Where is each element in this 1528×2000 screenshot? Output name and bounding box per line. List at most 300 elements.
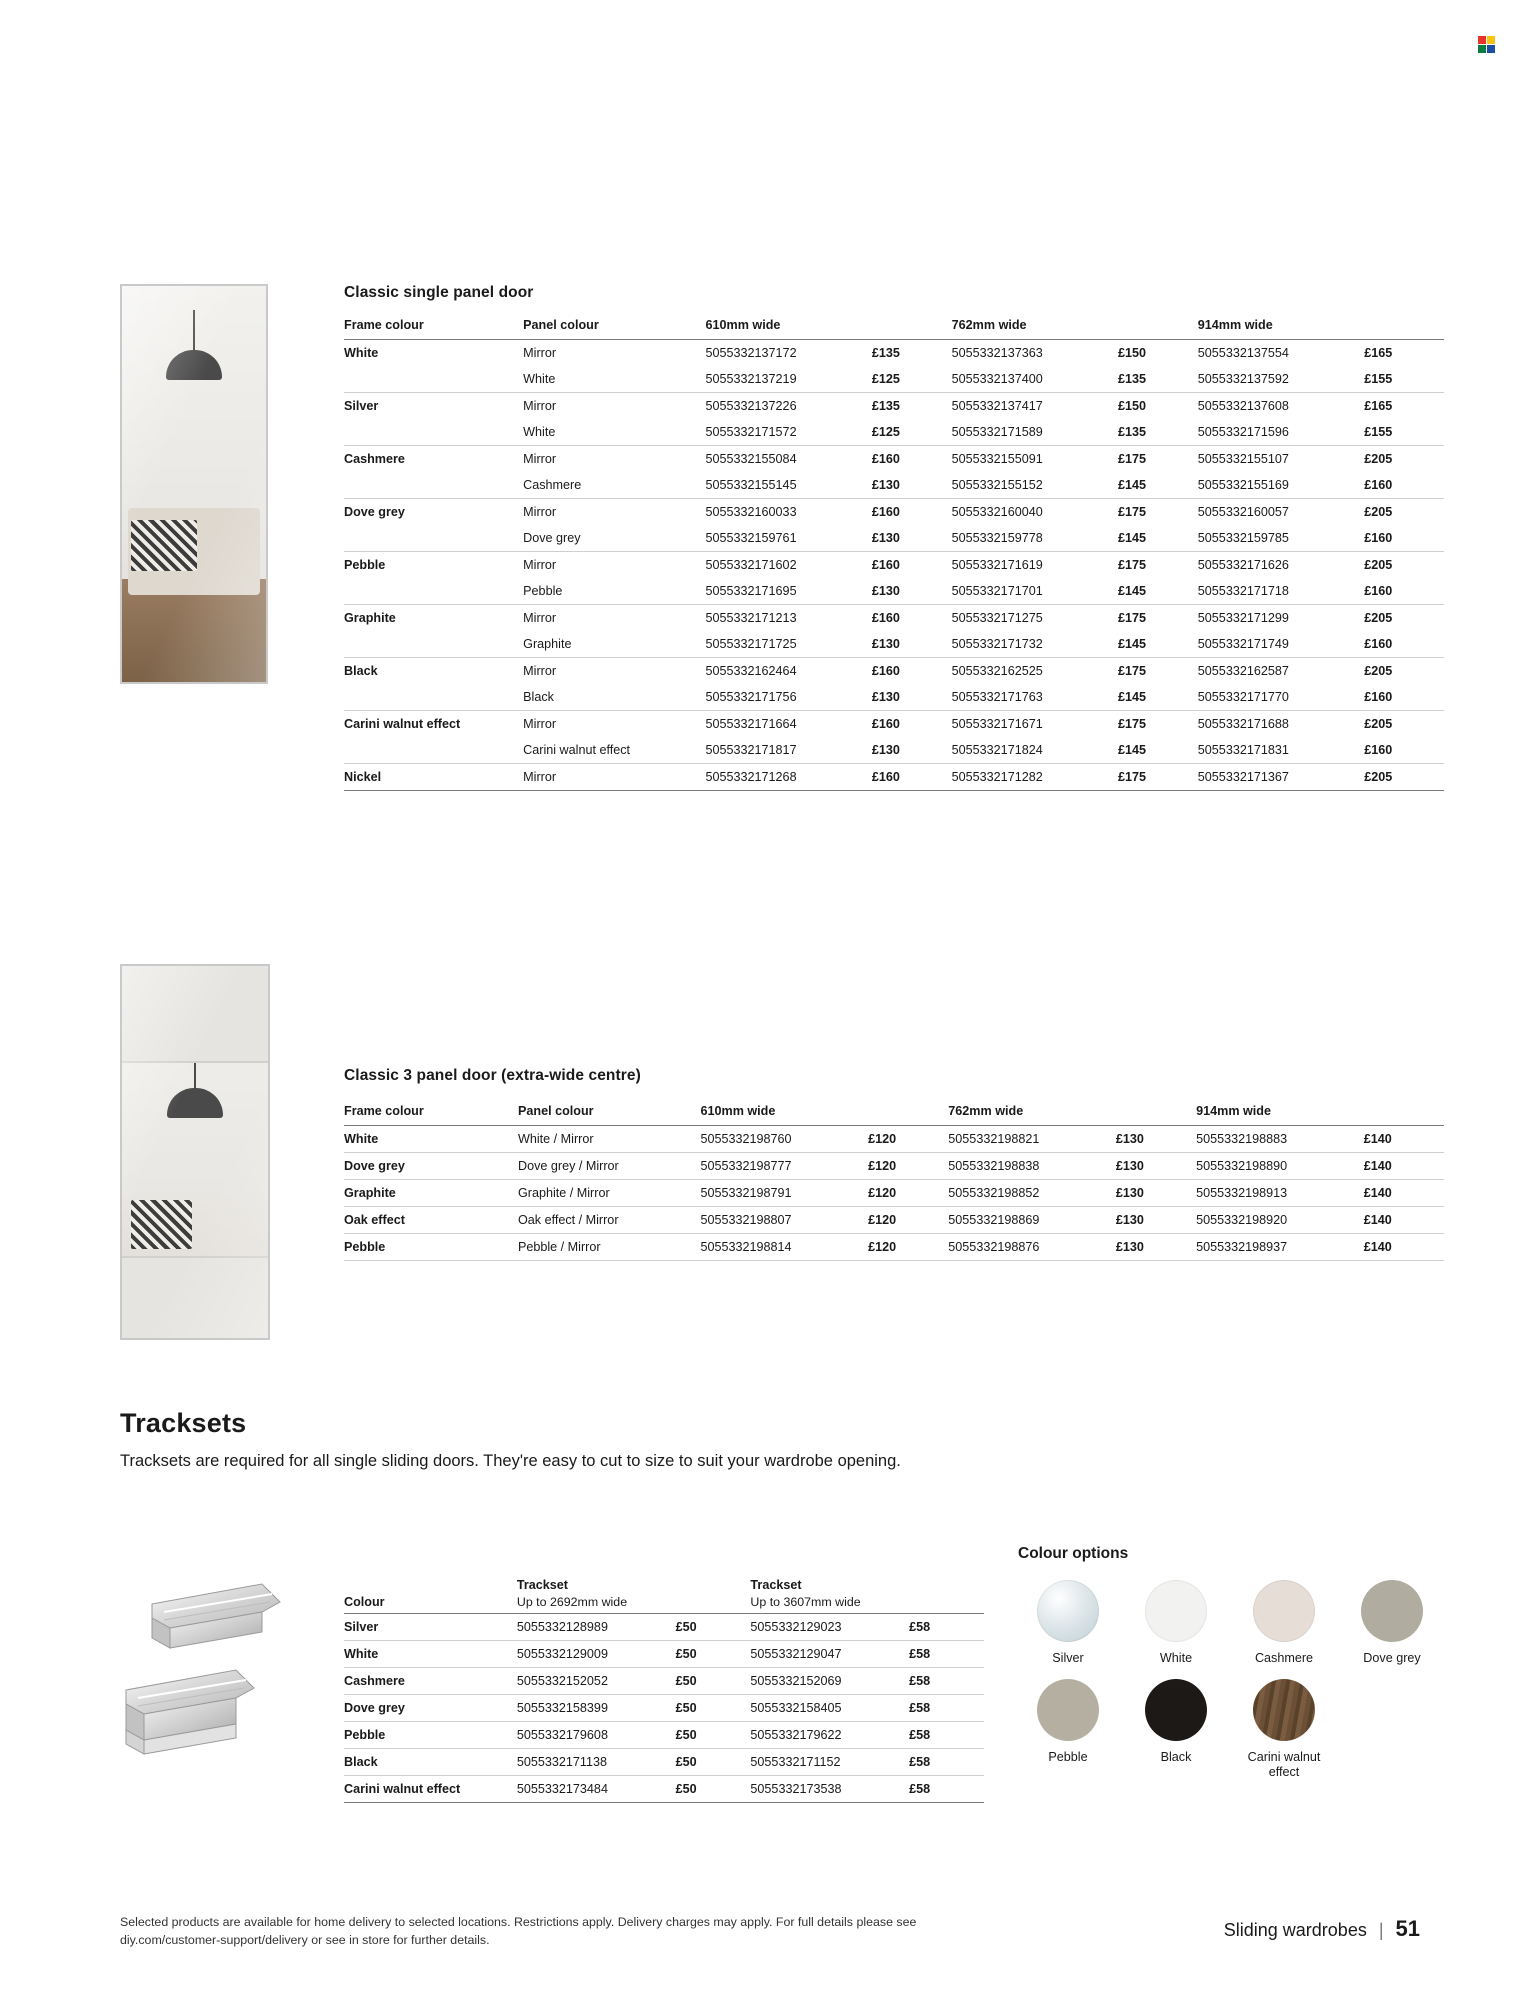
- table-row: [344, 1695, 984, 1722]
- table-row: [344, 1668, 984, 1695]
- product-code-762: 5055332137400: [952, 366, 1118, 393]
- trackset-colour-cell: Carini walnut effect: [344, 1776, 517, 1803]
- footer-separator: |: [1378, 1920, 1384, 1940]
- trackset-code-2692: 5055332179608: [517, 1722, 676, 1749]
- logo-square-red: [1478, 36, 1486, 44]
- price-914: £155: [1364, 419, 1444, 446]
- trackset-colour-cell: White: [344, 1641, 517, 1668]
- header-762mm: 762mm wide: [948, 1098, 1196, 1126]
- price-762: £175: [1118, 505, 1147, 519]
- price-762: £145: [1118, 631, 1198, 658]
- three-panel-table-title: Classic 3 panel door (extra-wide centre): [344, 1067, 641, 1084]
- frame-colour-cell: Silver: [344, 399, 379, 413]
- frame-colour-cell: Cashmere: [344, 452, 405, 466]
- price-762: £145: [1118, 525, 1198, 552]
- product-code-610: 5055332171213: [705, 611, 797, 625]
- frame-colour-cell: Dove grey: [344, 1153, 518, 1180]
- product-code-914: 5055332198890: [1196, 1153, 1364, 1180]
- header-panel-colour: Panel colour: [523, 312, 705, 340]
- frame-colour-cell: Pebble: [344, 1234, 518, 1261]
- single-door-price-table: [344, 312, 1444, 791]
- price-762: £130: [1116, 1126, 1196, 1153]
- product-code-610: 5055332171268: [706, 764, 872, 791]
- price-610: £160: [871, 611, 900, 625]
- colour-options-swatch-list: [1014, 1580, 1454, 1793]
- product-code-610: 5055332171756: [706, 684, 872, 711]
- product-code-610: 5055332171664: [705, 717, 797, 731]
- table-row: [344, 658, 1444, 685]
- trackset-colour-cell: Pebble: [344, 1722, 517, 1749]
- footer-disclaimer: Selected products are available for home delivery to selected locations. Restrictions apply. Delivery charges may apply. For full details please see diy.com/customer-support/delivery or see in store for further details.: [120, 1915, 917, 1947]
- panel-colour-cell: Graphite / Mirror: [518, 1180, 701, 1207]
- table-header-row: [344, 1572, 984, 1614]
- price-610: £120: [868, 1153, 948, 1180]
- price-914: £205: [1364, 764, 1444, 791]
- colour-swatch: [1230, 1580, 1338, 1667]
- product-code-762: 5055332159778: [952, 525, 1118, 552]
- price-762: £145: [1118, 472, 1198, 499]
- trackset-price-2692: £50: [676, 1695, 751, 1722]
- header-914mm: 914mm wide: [1198, 312, 1444, 340]
- product-code-762: 5055332171282: [952, 764, 1118, 791]
- page-number: 51: [1395, 1916, 1420, 1941]
- colour-swatch-label: Black: [1160, 1749, 1192, 1764]
- price-914: £205: [1364, 558, 1393, 572]
- frame-colour-cell: Black: [344, 664, 378, 678]
- header-trackset-sub-2: Up to 3607mm wide: [750, 1595, 861, 1609]
- table-row: [344, 525, 1444, 552]
- product-code-914: 5055332171770: [1198, 684, 1364, 711]
- product-code-762: 5055332155091: [951, 452, 1043, 466]
- price-914: £140: [1364, 1153, 1444, 1180]
- table-row: [344, 631, 1444, 658]
- product-code-762: 5055332171701: [952, 578, 1118, 605]
- price-762: £175: [1118, 611, 1147, 625]
- header-trackset-2692: [517, 1572, 751, 1614]
- table-row: [344, 1722, 984, 1749]
- price-762: £150: [1118, 346, 1147, 360]
- price-610: £160: [871, 717, 900, 731]
- product-code-762: 5055332198876: [948, 1234, 1116, 1261]
- product-code-762: 5055332198869: [948, 1207, 1116, 1234]
- product-code-914: 5055332171749: [1198, 631, 1364, 658]
- frame-colour-cell: [344, 525, 523, 552]
- panel-colour-cell: Pebble: [523, 578, 705, 605]
- table-row: [344, 446, 1444, 473]
- table-row: [344, 499, 1444, 526]
- price-610: £130: [872, 737, 952, 764]
- trackset-colour-cell: Silver: [344, 1614, 517, 1641]
- product-code-610: 5055332171725: [706, 631, 872, 658]
- panel-colour-cell: Mirror: [523, 505, 557, 519]
- product-code-914: 5055332171299: [1197, 611, 1289, 625]
- product-code-762: 5055332171589: [952, 419, 1118, 446]
- price-914: £140: [1364, 1234, 1444, 1261]
- product-code-610: 5055332171695: [706, 578, 872, 605]
- price-914: £205: [1364, 664, 1393, 678]
- colour-swatch-label: Pebble: [1048, 1749, 1088, 1764]
- trackset-price-3607: £58: [909, 1641, 984, 1668]
- price-762: £130: [1116, 1207, 1196, 1234]
- product-code-762: 5055332137417: [951, 399, 1043, 413]
- trackset-price-2692: £50: [676, 1614, 751, 1641]
- price-762: £145: [1118, 684, 1198, 711]
- panel-colour-cell: Black: [523, 684, 705, 711]
- frame-colour-cell: Oak effect: [344, 1207, 518, 1234]
- colour-swatch: [1122, 1679, 1230, 1781]
- product-code-914: 5055332198937: [1196, 1234, 1364, 1261]
- price-610: £130: [872, 525, 952, 552]
- mirror-glass-sheen: [122, 286, 266, 682]
- table-header-row: [344, 1098, 1444, 1126]
- product-code-762: 5055332162525: [951, 664, 1043, 678]
- colour-swatch-label: Cashmere: [1254, 1651, 1314, 1665]
- header-frame-colour: Frame colour: [344, 1098, 518, 1126]
- product-code-610: 5055332137226: [705, 399, 797, 413]
- logo-square-yellow: [1487, 36, 1495, 44]
- table-row: [344, 1126, 1444, 1153]
- logo-square-blue: [1487, 45, 1495, 53]
- price-610: £130: [872, 472, 952, 499]
- price-762: £130: [1116, 1153, 1196, 1180]
- price-914: £155: [1364, 366, 1444, 393]
- table-row: [344, 366, 1444, 393]
- colour-swatch-label: Dove grey: [1363, 1651, 1421, 1665]
- frame-colour-cell: Nickel: [344, 764, 523, 791]
- panel-colour-cell: Mirror: [523, 399, 557, 413]
- price-914: £160: [1364, 472, 1444, 499]
- header-trackset-label-1: Trackset: [516, 1578, 569, 1592]
- panel-colour-cell: Dove grey / Mirror: [518, 1153, 701, 1180]
- table-row: [344, 1180, 1444, 1207]
- table-row: [344, 737, 1444, 764]
- price-610: £120: [868, 1126, 948, 1153]
- tracksets-heading: Tracksets: [120, 1408, 247, 1438]
- panel-colour-cell: Carini walnut effect: [523, 737, 705, 764]
- product-code-610: 5055332171602: [705, 558, 797, 572]
- product-code-610: 5055332155084: [705, 452, 797, 466]
- trackset-code-2692: 5055332158399: [517, 1695, 676, 1722]
- colour-swatch: [1014, 1580, 1122, 1667]
- product-code-914: 5055332137592: [1198, 366, 1364, 393]
- panel-colour-cell: Oak effect / Mirror: [518, 1207, 701, 1234]
- product-code-914: 5055332171831: [1198, 737, 1364, 764]
- panel-colour-cell: Dove grey: [523, 525, 705, 552]
- product-code-762: 5055332155152: [952, 472, 1118, 499]
- frame-colour-cell: White: [344, 1126, 518, 1153]
- product-code-914: 5055332137554: [1197, 346, 1289, 360]
- trackset-price-3607: £58: [909, 1695, 984, 1722]
- panel-colour-cell: Graphite: [523, 631, 705, 658]
- frame-colour-cell: Pebble: [344, 558, 386, 572]
- panel-colour-cell: Mirror: [523, 664, 557, 678]
- price-610: £160: [872, 764, 952, 791]
- price-914: £205: [1364, 611, 1393, 625]
- header-trackset-3607: [750, 1572, 984, 1614]
- trackset-price-3607: £58: [909, 1749, 984, 1776]
- panel-colour-cell: Mirror: [523, 717, 557, 731]
- table-row: [344, 711, 1444, 738]
- price-914: £160: [1364, 684, 1444, 711]
- product-code-914: 5055332198920: [1196, 1207, 1364, 1234]
- colour-swatch: [1338, 1580, 1446, 1667]
- price-610: £135: [871, 346, 900, 360]
- colour-swatch: [1230, 1679, 1338, 1781]
- product-code-610: 5055332137219: [706, 366, 872, 393]
- price-914: £165: [1364, 399, 1393, 413]
- price-762: £175: [1118, 452, 1147, 466]
- header-panel-colour: Panel colour: [518, 1098, 701, 1126]
- price-914: £140: [1364, 1126, 1444, 1153]
- colour-swatch-dot: [1145, 1679, 1207, 1741]
- price-914: £205: [1364, 717, 1393, 731]
- trackset-code-3607: 5055332152069: [750, 1668, 909, 1695]
- trackset-code-3607: 5055332171152: [750, 1749, 909, 1776]
- product-code-610: 5055332159761: [706, 525, 872, 552]
- product-code-914: 5055332171688: [1197, 717, 1289, 731]
- product-code-914: 5055332159785: [1198, 525, 1364, 552]
- trackset-code-3607: 5055332129047: [750, 1641, 909, 1668]
- single-door-table-title: Classic single panel door: [344, 284, 534, 301]
- price-762: £175: [1118, 664, 1147, 678]
- trackset-price-table: [344, 1572, 984, 1803]
- product-code-762: 5055332171671: [951, 717, 1043, 731]
- table-row: [344, 1207, 1444, 1234]
- trackset-code-2692: 5055332173484: [517, 1776, 676, 1803]
- product-code-914: 5055332155107: [1197, 452, 1289, 466]
- colour-swatch-dot: [1253, 1580, 1315, 1642]
- product-code-610: 5055332137172: [705, 346, 797, 360]
- product-code-610: 5055332155145: [706, 472, 872, 499]
- brand-logo-icon: [1478, 36, 1496, 54]
- price-610: £120: [868, 1207, 948, 1234]
- price-610: £120: [868, 1234, 948, 1261]
- product-code-762: 5055332198852: [948, 1180, 1116, 1207]
- price-610: £130: [872, 684, 952, 711]
- product-code-610: 5055332171817: [706, 737, 872, 764]
- panel-colour-cell: Mirror: [523, 764, 705, 791]
- panel-colour-cell: White / Mirror: [518, 1126, 701, 1153]
- trackset-price-2692: £50: [676, 1722, 751, 1749]
- panel-colour-cell: White: [523, 366, 705, 393]
- three-panel-price-table: [344, 1098, 1444, 1261]
- trackset-code-3607: 5055332158405: [750, 1695, 909, 1722]
- colour-swatch: [1014, 1679, 1122, 1781]
- price-610: £160: [871, 664, 900, 678]
- table-row: [344, 684, 1444, 711]
- frame-colour-cell: White: [344, 346, 379, 360]
- price-914: £140: [1364, 1207, 1444, 1234]
- frame-colour-cell: Dove grey: [344, 505, 405, 519]
- product-code-762: 5055332171763: [952, 684, 1118, 711]
- price-610: £130: [872, 578, 952, 605]
- header-trackset-sub-1: Up to 2692mm wide: [516, 1595, 628, 1609]
- table-row: [344, 393, 1444, 420]
- price-914: £165: [1364, 346, 1393, 360]
- panel-colour-cell: Mirror: [523, 346, 557, 360]
- table-row: [344, 552, 1444, 579]
- frame-colour-cell: [344, 737, 523, 764]
- product-code-914: 5055332155169: [1198, 472, 1364, 499]
- trackset-colour-cell: Black: [344, 1749, 517, 1776]
- trackset-price-2692: £50: [676, 1641, 751, 1668]
- product-code-914: 5055332160057: [1197, 505, 1289, 519]
- frame-colour-cell: [344, 419, 523, 446]
- price-610: £135: [871, 399, 900, 413]
- product-image-single-panel-door: [120, 284, 268, 684]
- product-code-762: 5055332171732: [952, 631, 1118, 658]
- price-610: £160: [871, 558, 900, 572]
- trackset-code-2692: 5055332171138: [517, 1749, 676, 1776]
- frame-colour-cell: [344, 578, 523, 605]
- product-code-762: 5055332171824: [952, 737, 1118, 764]
- trackset-price-2692: £50: [676, 1668, 751, 1695]
- product-code-914: 5055332198913: [1196, 1180, 1364, 1207]
- product-code-762: 5055332160040: [951, 505, 1043, 519]
- product-code-610: 5055332198760: [700, 1126, 868, 1153]
- table-row: [344, 340, 1444, 367]
- product-code-762: 5055332198838: [948, 1153, 1116, 1180]
- header-914mm: 914mm wide: [1196, 1098, 1444, 1126]
- product-code-914: 5055332171718: [1198, 578, 1364, 605]
- table-row: [344, 764, 1444, 791]
- price-610: £160: [871, 452, 900, 466]
- trackset-code-2692: 5055332129009: [517, 1641, 676, 1668]
- price-762: £145: [1118, 737, 1198, 764]
- panel-colour-cell: Mirror: [523, 558, 557, 572]
- mirror-glass-sheen-2: [122, 966, 268, 1338]
- product-code-762: 5055332171619: [951, 558, 1043, 572]
- price-762: £135: [1118, 419, 1198, 446]
- price-762: £175: [1118, 558, 1147, 572]
- panel-colour-cell: Pebble / Mirror: [518, 1234, 701, 1261]
- colour-options-title: Colour options: [1018, 1545, 1129, 1562]
- product-code-610: 5055332160033: [705, 505, 797, 519]
- table-header-row: [344, 312, 1444, 340]
- frame-colour-cell: [344, 366, 523, 393]
- product-code-914: 5055332171367: [1198, 764, 1364, 791]
- tracksets-intro-text: Tracksets are required for all single sliding doors. They're easy to cut to size to suit your wardrobe opening.: [120, 1452, 901, 1470]
- product-code-762: 5055332198821: [948, 1126, 1116, 1153]
- table-row: [344, 578, 1444, 605]
- logo-square-green: [1478, 45, 1486, 53]
- price-914: £160: [1364, 737, 1444, 764]
- mirror-reflection-scene-2: [122, 966, 268, 1338]
- header-610mm: 610mm wide: [700, 1098, 948, 1126]
- price-610: £130: [872, 631, 952, 658]
- price-762: £145: [1118, 578, 1198, 605]
- colour-swatch-label: Carini walnut effect: [1247, 1749, 1321, 1780]
- header-colour: Colour: [344, 1572, 517, 1614]
- trackset-code-3607: 5055332129023: [750, 1614, 909, 1641]
- trackset-price-2692: £50: [676, 1776, 751, 1803]
- colour-swatch-dot: [1037, 1679, 1099, 1741]
- panel-colour-cell: White: [523, 419, 705, 446]
- price-610: £125: [872, 366, 952, 393]
- price-762: £150: [1118, 399, 1147, 413]
- trackset-code-2692: 5055332152052: [517, 1668, 676, 1695]
- price-914: £160: [1364, 578, 1444, 605]
- footer-section-name: Sliding wardrobes: [1223, 1920, 1367, 1940]
- product-code-914: 5055332171626: [1197, 558, 1289, 572]
- price-610: £160: [871, 505, 900, 519]
- product-code-914: 5055332171596: [1198, 419, 1364, 446]
- product-code-610: 5055332198807: [700, 1207, 868, 1234]
- price-610: £125: [872, 419, 952, 446]
- table-row: [344, 1234, 1444, 1261]
- colour-swatch-dot: [1037, 1580, 1099, 1642]
- price-762: £130: [1116, 1234, 1196, 1261]
- frame-colour-cell: Carini walnut effect: [344, 717, 461, 731]
- price-610: £120: [868, 1180, 948, 1207]
- trackset-profile-icon: [112, 1578, 322, 1778]
- product-code-610: 5055332171572: [706, 419, 872, 446]
- trackset-code-3607: 5055332179622: [750, 1722, 909, 1749]
- frame-colour-cell: [344, 631, 523, 658]
- product-image-three-panel-door: [120, 964, 270, 1340]
- frame-colour-cell: Graphite: [344, 611, 396, 625]
- product-code-914: 5055332137608: [1197, 399, 1289, 413]
- trackset-price-3607: £58: [909, 1776, 984, 1803]
- table-row: [344, 1776, 984, 1803]
- trackset-price-3607: £58: [909, 1722, 984, 1749]
- price-914: £140: [1364, 1180, 1444, 1207]
- colour-swatch-dot: [1145, 1580, 1207, 1642]
- trackset-code-2692: 5055332128989: [517, 1614, 676, 1641]
- product-code-762: 5055332171275: [951, 611, 1043, 625]
- product-code-610: 5055332198791: [700, 1180, 868, 1207]
- colour-swatch-label: White: [1159, 1651, 1193, 1665]
- price-762: £130: [1116, 1180, 1196, 1207]
- price-914: £205: [1364, 505, 1393, 519]
- product-code-610: 5055332198814: [700, 1234, 868, 1261]
- product-code-610: 5055332198777: [700, 1153, 868, 1180]
- panel-colour-cell: Mirror: [523, 611, 557, 625]
- page-footer: [1224, 1916, 1420, 1942]
- mirror-reflection-scene: [122, 286, 266, 682]
- header-trackset-label-2: Trackset: [750, 1578, 802, 1592]
- product-code-914: 5055332198883: [1196, 1126, 1364, 1153]
- table-row: [344, 605, 1444, 632]
- header-frame-colour: Frame colour: [344, 312, 523, 340]
- table-row: [344, 1614, 984, 1641]
- product-code-610: 5055332162464: [705, 664, 797, 678]
- header-610mm: 610mm wide: [706, 312, 952, 340]
- colour-swatch-dot: [1361, 1580, 1423, 1642]
- colour-swatch: [1122, 1580, 1230, 1667]
- trackset-price-2692: £50: [676, 1749, 751, 1776]
- trackset-colour-cell: Cashmere: [344, 1668, 517, 1695]
- product-code-762: 5055332137363: [951, 346, 1043, 360]
- table-row: [344, 1641, 984, 1668]
- table-row: [344, 1749, 984, 1776]
- product-code-914: 5055332162587: [1197, 664, 1289, 678]
- panel-colour-cell: Cashmere: [523, 472, 705, 499]
- trackset-colour-cell: Dove grey: [344, 1695, 517, 1722]
- price-914: £160: [1364, 631, 1444, 658]
- table-row: [344, 419, 1444, 446]
- colour-swatch-dot: [1253, 1679, 1315, 1741]
- price-914: £160: [1364, 525, 1444, 552]
- trackset-price-3607: £58: [909, 1668, 984, 1695]
- price-914: £205: [1364, 452, 1393, 466]
- colour-swatch-label: Silver: [1052, 1651, 1084, 1665]
- trackset-illustration: [112, 1578, 322, 1778]
- trackset-code-3607: 5055332173538: [750, 1776, 909, 1803]
- panel-colour-cell: Mirror: [523, 452, 557, 466]
- frame-colour-cell: [344, 472, 523, 499]
- table-row: [344, 472, 1444, 499]
